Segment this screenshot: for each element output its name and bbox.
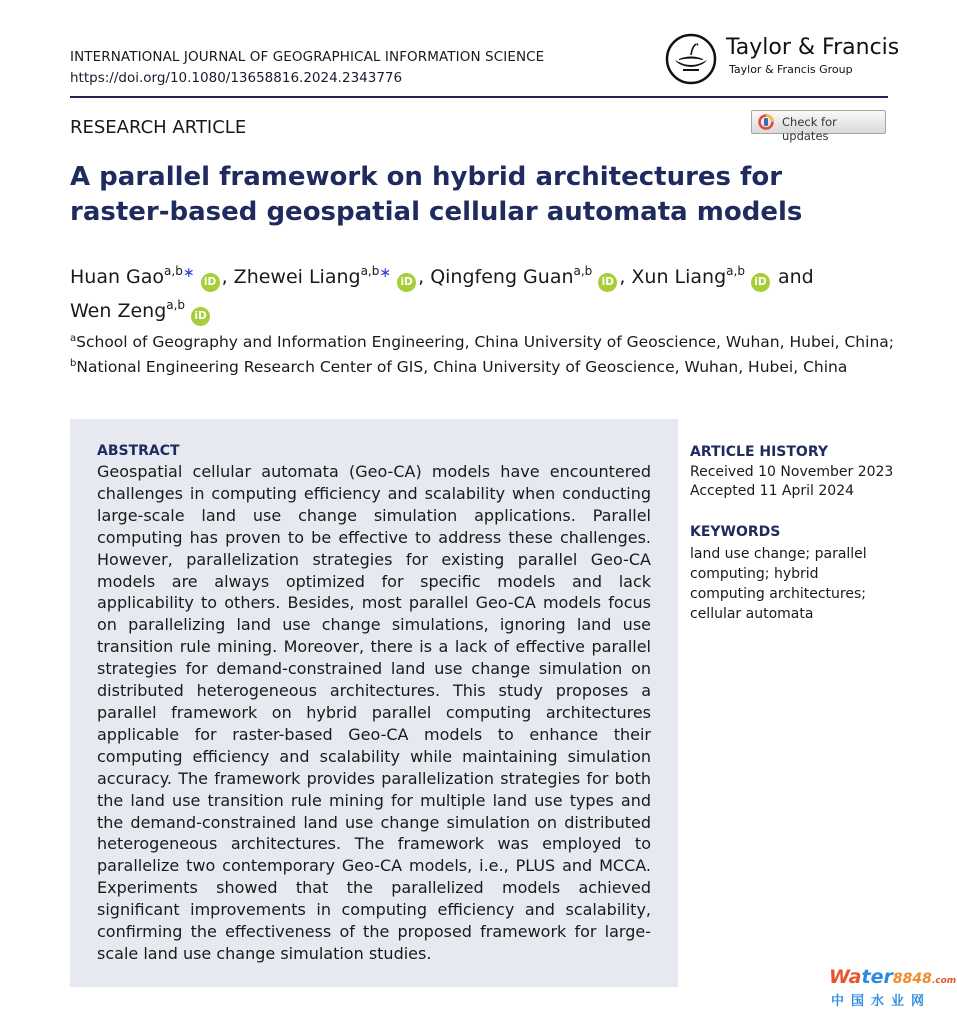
orcid-icon[interactable]: iD [598,273,617,292]
site-watermark [829,966,957,1010]
publisher-group: Taylor & Francis Group [729,63,853,76]
crossmark-icon [758,114,774,130]
orcid-icon[interactable]: iD [201,273,220,292]
affiliation-b: National Engineering Research Center of GIS, China University of Geoscience, Wuhan, Hubei, China [76,358,848,377]
received-date: Received 10 November 2023 [690,464,894,480]
article-history-heading: ARTICLE HISTORY [690,444,828,460]
keywords-list: land use change; parallel computing; hybrid computing architectures; cellular automata [690,546,867,622]
affiliation-mark: b [70,358,77,370]
author-list [70,258,890,326]
author-affiliation-mark: a,b [573,264,593,278]
affiliation-mark: a [70,333,77,344]
author-affiliation-mark: a,b [726,264,745,278]
accepted-date: Accepted 11 April 2024 [690,483,855,499]
author-separator: , [221,266,234,288]
author-affiliation-mark: a,b [360,264,380,278]
check-for-updates-button[interactable] [751,110,886,143]
equal-contribution-mark: ∗ [379,265,392,281]
watermark-chinese: 中国水业网 [831,994,932,1009]
orcid-icon[interactable]: iD [751,273,770,292]
author-affiliation-mark: a,b [164,264,183,278]
author-name[interactable]: Qingfeng Guan [430,266,574,288]
orcid-icon[interactable]: iD [191,307,210,326]
article-title: A parallel framework on hybrid architectures for raster-based geospatial cellular automata models [70,162,803,227]
doi-link[interactable]: https://doi.org/10.1080/13658816.2024.2343776 [70,70,403,86]
affiliations [70,328,900,378]
author-name[interactable]: Xun Liang [631,266,727,288]
abstract-heading: ABSTRACT [97,443,180,459]
author-name[interactable]: Huan Gao [70,266,165,288]
header-divider [70,96,888,98]
equal-contribution-mark: ∗ [182,265,195,281]
abstract-text: Geospatial cellular automata (Geo-CA) models have encountered challenges in computing efficiency and scalability when conducting large-scale land use change simulation applications. Parallel computing has proven to be effective to address these challenges. However, parallelization strategies for existing parallel Geo-CA models are always optimized for specific models and lack applicability to others. Besides, most parallel Geo-CA models focus on parallelizing land use change simulations, ignoring land use transition rule mining. Moreover, there is a lack of effective parallel strategies for demand-constrained land use change simulation on distributed heterogeneous architectures. This study proposes a parallel framework on hybrid parallel computing architectures applicable for raster-based Geo-CA models to enhance their computing efficiency and scalability while maintaining simulation accuracy. The framework provides parallelization strategies for both the land use transition rule mining for multiple land use types and the demand-constrained land use change simulation on distributed heterogeneous architectures. The framework was employed to parallelize two contemporary Geo-CA models, i.e., PLUS and MCCA. Experiments showed that the parallelized models achieved significant improvements in computing efficiency and scalability, confirming the effectiveness of the proposed framework for large-scale land use change simulation studies. [97,462,651,963]
article-type: RESEARCH ARTICLE [70,117,247,138]
keywords-heading: KEYWORDS [690,524,781,540]
watermark-brand: Water8848.com [829,966,957,988]
journal-name: INTERNATIONAL JOURNAL OF GEOGRAPHICAL INFORMATION SCIENCE [70,49,545,65]
author-name[interactable]: Wen Zeng [70,300,167,322]
author-affiliation-mark: a,b [166,298,186,312]
orcid-icon[interactable]: iD [397,273,416,292]
author-name[interactable]: Zhewei Liang [233,266,361,288]
taylor-francis-lamp-logo-icon [665,33,717,85]
author-separator: , [619,266,632,288]
affiliation-a: School of Geography and Information Engineering, China University of Geoscience, Wuhan, Hubei, China; [76,333,894,352]
author-separator: , [418,266,431,288]
check-for-updates-label: Check for updates [782,115,837,143]
author-separator: and [771,266,814,288]
publisher-name: Taylor & Francis [726,35,900,60]
